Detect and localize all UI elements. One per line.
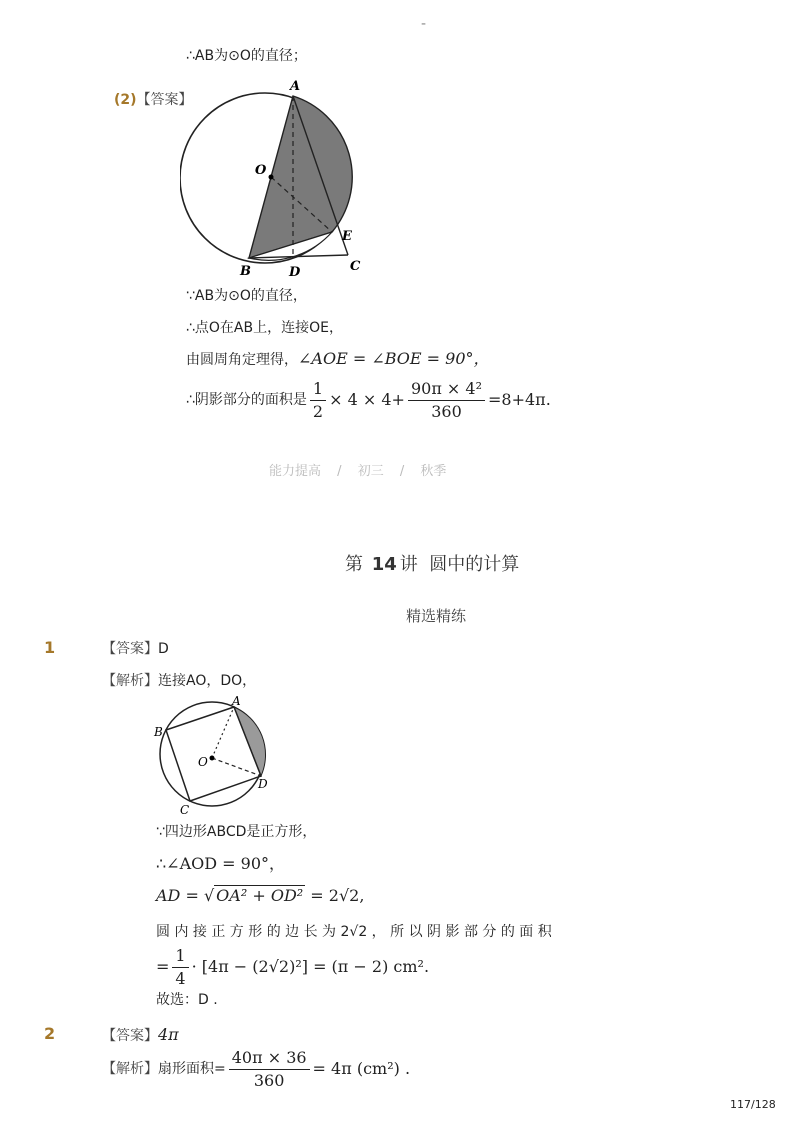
label-e: E <box>342 229 352 244</box>
analysis-tag: 【解析】 <box>102 673 158 689</box>
fraction <box>229 1048 310 1091</box>
proof-text: 由圆周角定理得， <box>186 352 298 368</box>
page-footer <box>269 460 446 479</box>
proof-line <box>156 945 429 989</box>
geometry-figure-circle <box>180 78 380 278</box>
label-o: O <box>198 755 208 769</box>
area-formula-line <box>186 377 551 423</box>
footer-separator: / <box>337 464 342 479</box>
math-expr: = <box>156 957 170 976</box>
fraction-denominator: 360 <box>431 401 462 421</box>
proof-line: ∵四边形ABCD是正方形， <box>156 824 317 840</box>
answer-value: 4π <box>158 1025 179 1044</box>
footer-label: 初三 <box>357 464 384 479</box>
proof-line: 圆 内 接 正 方 形 的 边 长 为 2√2 ， 所 以 阴 影 部 分 的 面 积 <box>156 924 552 940</box>
footer-separator: / <box>399 464 405 479</box>
analysis-line <box>102 1046 410 1092</box>
title-number: 14 <box>371 554 397 575</box>
fraction <box>172 946 188 989</box>
title-suffix: 讲 圆中的计算 <box>399 554 520 575</box>
analysis-text: 扇形面积= <box>158 1061 226 1077</box>
label-b: B <box>240 264 251 278</box>
proof-line: ∴点O在AB上，连接OE， <box>186 320 343 336</box>
proof-line: ∵AB为⊙O的直径， <box>186 288 307 304</box>
fraction-numerator: 90π × 4² <box>408 379 485 401</box>
answer-value: D <box>158 641 169 657</box>
title-prefix: 第 <box>345 554 363 575</box>
sqrt-symbol: √ <box>203 886 215 905</box>
label-a: A <box>232 694 241 708</box>
geometry-figure-square <box>150 692 280 816</box>
footer-label: 能力提高 <box>269 464 322 479</box>
proof-line <box>156 886 364 906</box>
label-c: C <box>180 803 190 816</box>
label-o: O <box>255 163 267 178</box>
math-expr: × 4 × 4+ <box>329 390 405 409</box>
footer-label: 秋季 <box>420 464 447 479</box>
fraction-numerator: 1 <box>310 379 326 401</box>
label-c: C <box>350 259 361 274</box>
answer-line <box>102 1025 179 1046</box>
proof-line: ∴AB为⊙O的直径； <box>186 48 307 64</box>
proof-line: 故选：D . <box>156 992 218 1008</box>
analysis-line <box>102 671 256 691</box>
center-dot <box>269 175 274 180</box>
center-dot <box>210 756 215 761</box>
fraction-numerator: 1 <box>172 946 188 968</box>
fraction-denominator: 4 <box>175 968 186 988</box>
math-expr: · [4π − (2√2)²] = (π − 2) cm². <box>191 957 430 976</box>
fraction <box>310 379 326 422</box>
answer-tag: 【答案】 <box>102 1028 158 1044</box>
math-expr: = 2√2, <box>310 886 365 905</box>
fraction-denominator: 2 <box>312 401 324 421</box>
proof-line: ∴∠AOD = 90°， <box>156 854 286 873</box>
sqrt-radicand: OA² + OD² <box>216 886 304 905</box>
proof-text: ∴阴影部分的面积是 <box>186 392 307 408</box>
answer-tag: 【答案】 <box>102 641 158 657</box>
question-number: 1 <box>44 638 56 657</box>
math-expr: AD = <box>156 886 199 905</box>
fraction-denominator: 360 <box>253 1070 285 1090</box>
part-number: (2) <box>114 92 137 108</box>
label-d: D <box>289 265 301 278</box>
dotted-oa <box>212 707 234 758</box>
dashed-od <box>212 758 261 776</box>
answer-line <box>102 639 169 659</box>
fraction <box>408 379 485 422</box>
label-b: B <box>154 725 163 739</box>
math-expr: =8+4π. <box>488 390 551 409</box>
page-number: 117/128 <box>730 1098 776 1111</box>
analysis-text: 连接AO，DO， <box>158 673 257 689</box>
section-title <box>345 550 519 576</box>
question-number: 2 <box>44 1024 56 1043</box>
top-mark: - <box>421 16 427 32</box>
fraction-numerator: 40π × 36 <box>229 1048 310 1070</box>
proof-line <box>186 349 490 370</box>
analysis-tag: 【解析】 <box>102 1061 158 1077</box>
section-subtitle: 精选精练 <box>406 607 467 625</box>
math-expr: ∠AOE = ∠BOE = 90°， <box>298 349 490 368</box>
answer-tag: 【答案】 <box>136 92 193 108</box>
label-a: A <box>290 79 301 94</box>
math-expr: = 4π (cm²) . <box>312 1059 411 1078</box>
label-d: D <box>258 777 268 791</box>
